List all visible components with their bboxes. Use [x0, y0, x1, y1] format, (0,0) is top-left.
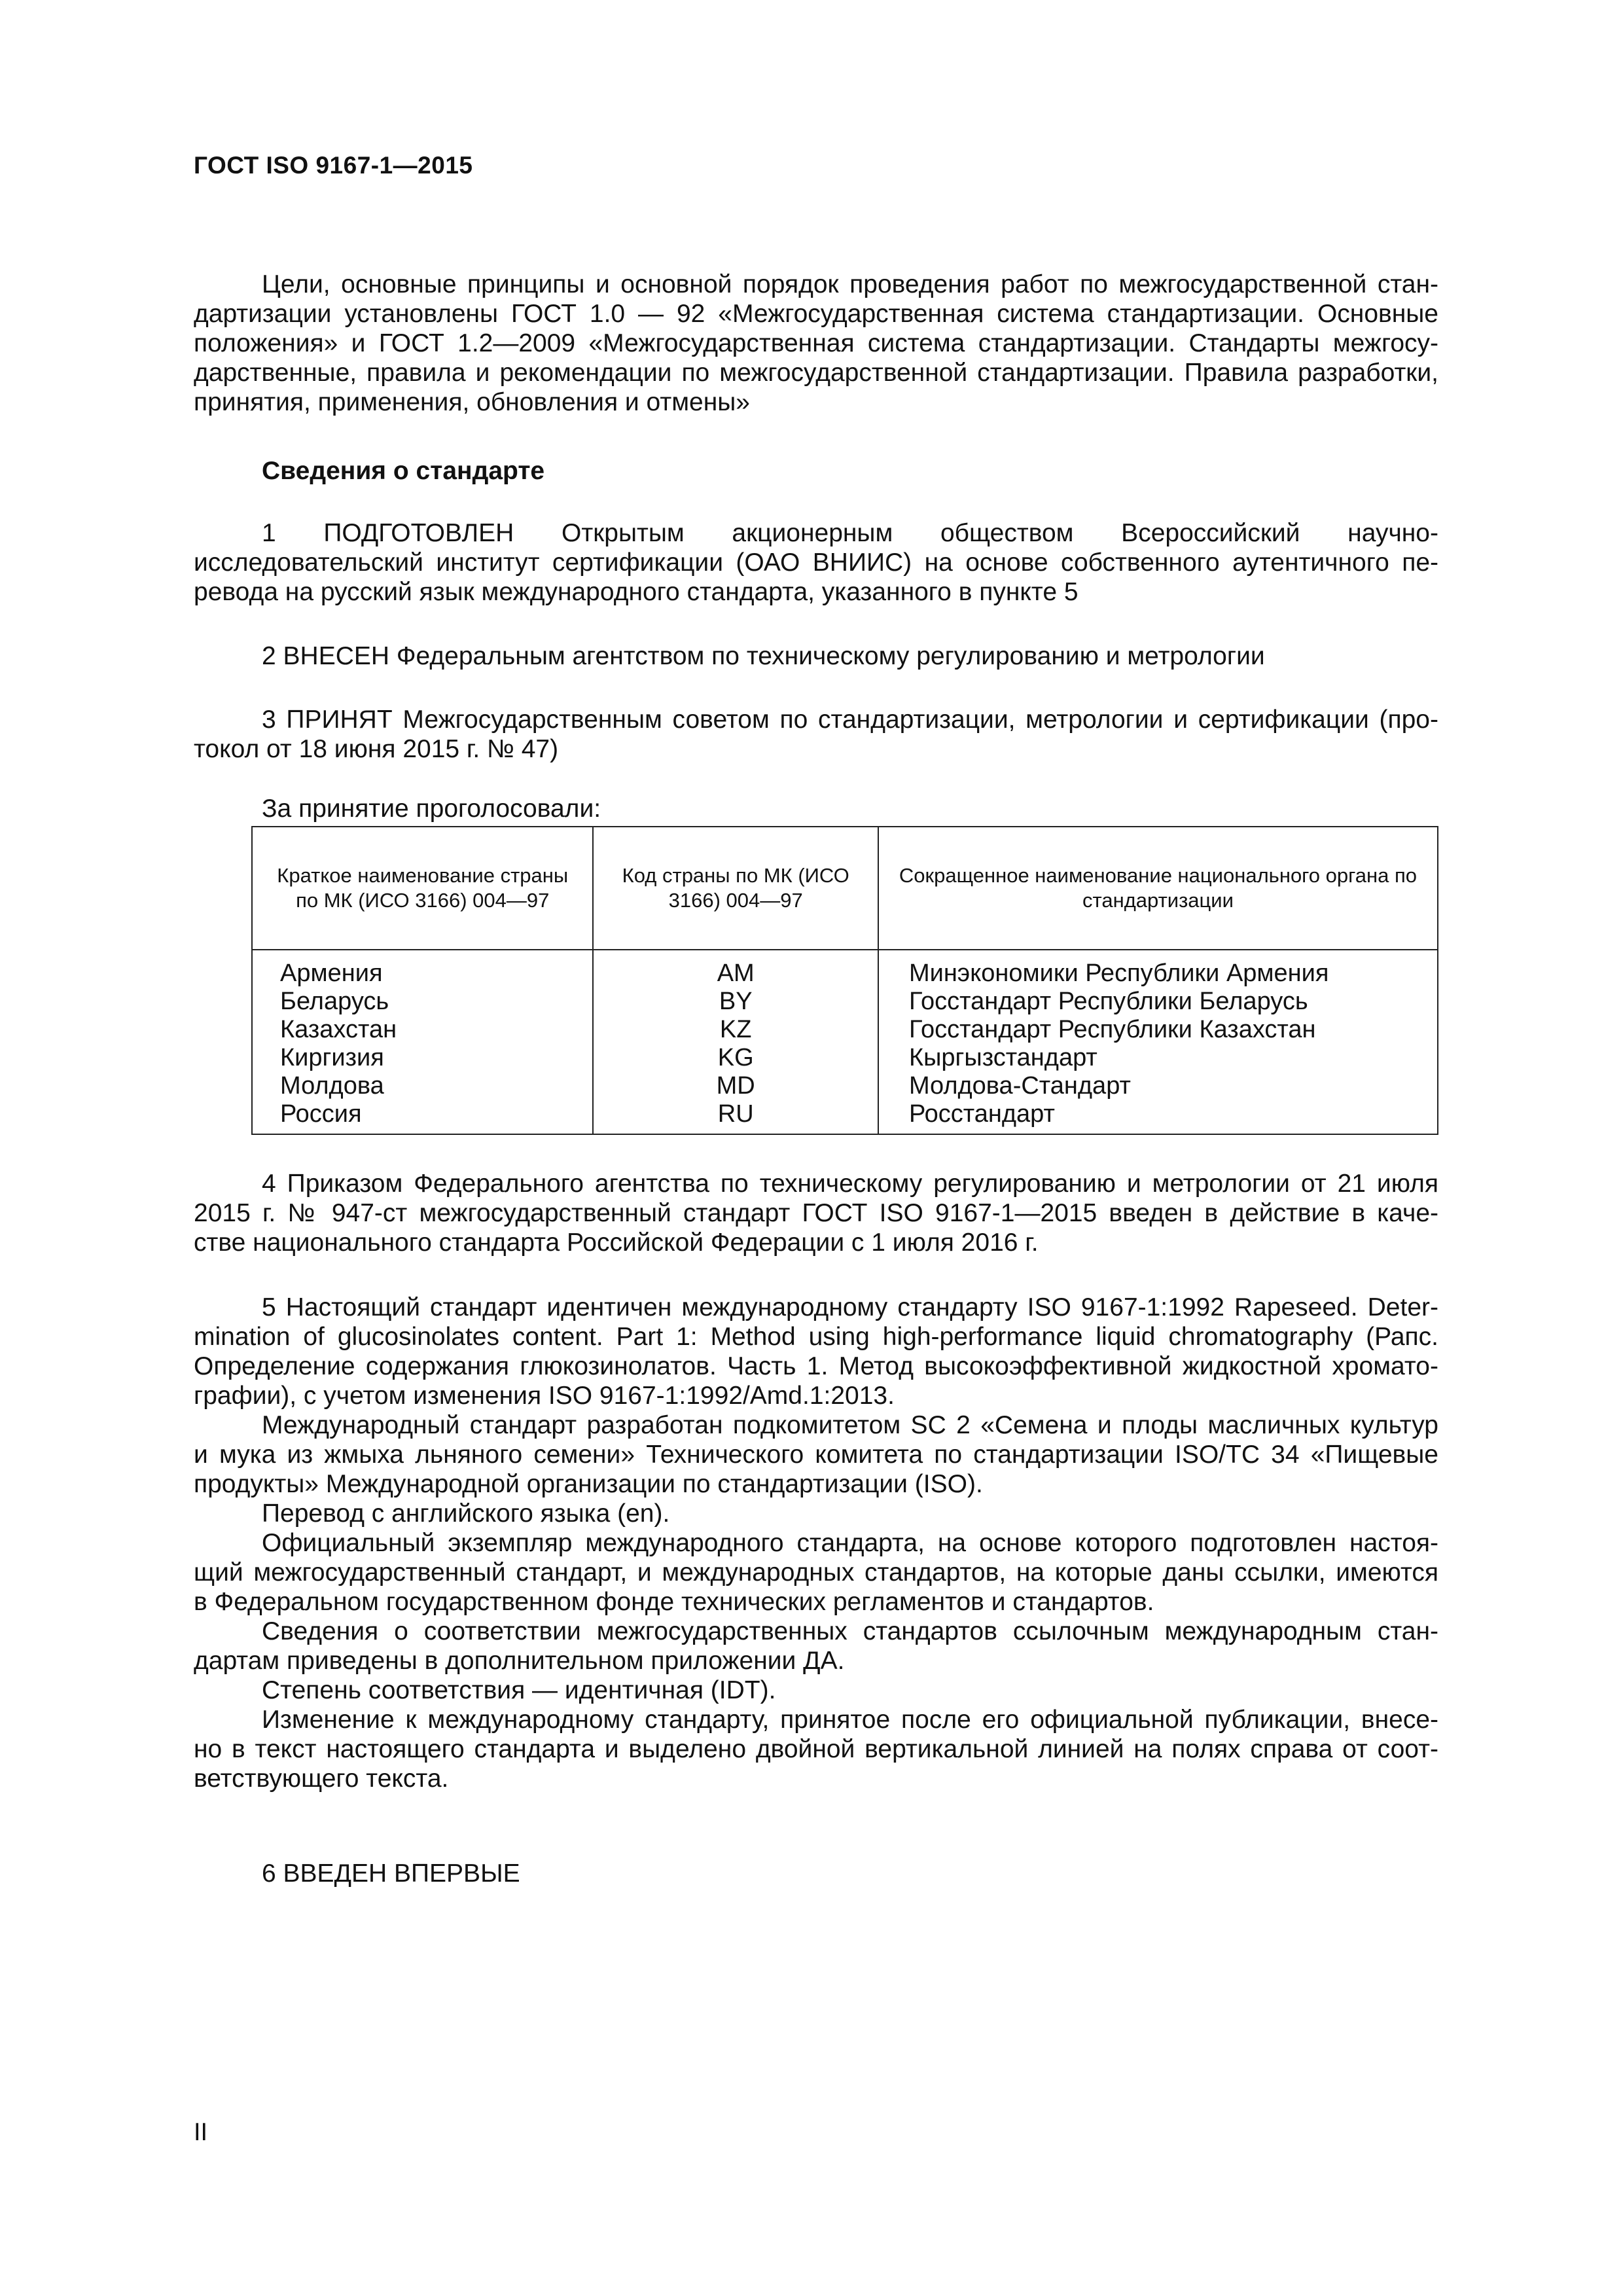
- item-4-line: стве национального стандарта Российской Федерации с 1 июля 2016 г.: [194, 1229, 1039, 1257]
- item-5-line: но в текст настоящего стандарта и выделено двойной вертикальной линией на полях справа от соот-: [194, 1735, 1438, 1763]
- table-cell: Госстандарт Республики Беларусь: [908, 988, 1308, 1015]
- table-cell: Беларусь: [280, 988, 389, 1015]
- item-5-line: Перевод с английского языка (en).: [262, 1499, 670, 1528]
- table-cell: KG: [717, 1044, 754, 1071]
- item-1-line: ревода на русский язык международного стандарта, указанного в пункте 5: [194, 578, 1079, 606]
- item-5-line: Официальный экземпляр международного стандарта, на основе которого подготовлен настоя-: [262, 1529, 1438, 1557]
- item-5-line: Определение содержания глюкозинолатов. Часть 1. Метод высокоэффективной жидкостной хромато-: [194, 1352, 1438, 1380]
- item-1-line: исследовательский институт сертификации (ОАО ВНИИС) на основе собственного аутентичного пе-: [194, 548, 1438, 577]
- column-header-body: Сокращенное наименование национального органа по стандартизации: [878, 827, 1438, 950]
- intro-line: дарственные, правила и рекомендации по межгосударственной стандартизации. Правила разработки,: [194, 359, 1438, 387]
- table-cell: Кыргызстандарт: [908, 1044, 1097, 1071]
- item-5-line: продукты» Международной организации по стандартизации (ISO).: [194, 1470, 983, 1498]
- item-2-paragraph: [194, 641, 1438, 671]
- table-cell: Молдова-Стандарт: [908, 1072, 1131, 1100]
- code-column: [593, 950, 878, 1134]
- table-cell: Киргизия: [280, 1044, 384, 1071]
- vote-lead-text: За принятие проголосовали:: [262, 795, 601, 823]
- intro-line: положения» и ГОСТ 1.2—2009 «Межгосударственная система стандартизации. Стандарты межгосу-: [194, 329, 1438, 357]
- item-3-line: токол от 18 июня 2015 г. № 47): [194, 735, 559, 763]
- item-3-line: 3 ПРИНЯТ Межгосударственным советом по стандартизации, метрологии и сертификации (про-: [262, 706, 1438, 734]
- intro-paragraph: [194, 270, 1438, 417]
- item-2-line: 2 ВНЕСЕН Федеральным агентством по техническому регулированию и метрологии: [262, 642, 1265, 670]
- item-5-line: и мука из жмыха льняного семени» Технического комитета по стандартизации ISO/TC 34 «Пищевые: [194, 1441, 1438, 1469]
- table-cell: RU: [717, 1100, 754, 1128]
- column-header-country: Краткое наименование страны по МК (ИСО 3166) 004—97: [252, 827, 593, 950]
- item-5-line: Сведения о соответствии межгосударственных стандартов ссылочным международным стан-: [262, 1617, 1438, 1645]
- item-4-paragraph: [194, 1169, 1438, 1257]
- item-5-line: mination of glucosinolates content. Part 1: Method using high-performance liquid chromatography (Рапс.: [194, 1323, 1438, 1351]
- item-5-line: дартам приведены в дополнительном приложении ДА.: [194, 1647, 845, 1675]
- table-cell: MD: [716, 1072, 755, 1100]
- item-4-line: 2015 г. № 947-ст межгосударственный стандарт ГОСТ ISO 9167-1—2015 введен в действие в каче-: [194, 1199, 1438, 1227]
- item-4-line: 4 Приказом Федерального агентства по техническому регулированию и метрологии от 21 июля: [262, 1170, 1438, 1198]
- table-cell: KZ: [719, 1016, 752, 1043]
- item-5-line: Международный стандарт разработан подкомитетом SC 2 «Семена и плоды масличных культур: [262, 1411, 1438, 1439]
- item-5-line: графии), с учетом изменения ISO 9167-1:1992/Amd.1:2013.: [194, 1382, 895, 1410]
- item-1-line: 1 ПОДГОТОВЛЕН Открытым акционерным обществом Всероссийский научно-: [262, 519, 1438, 547]
- voting-table: [251, 826, 1438, 1135]
- item-5-line: ветствующего текста.: [194, 1765, 449, 1793]
- item-3-paragraph: [194, 705, 1438, 764]
- item-5-paragraph: [194, 1293, 1438, 1793]
- item-5-line: в Федеральном государственном фонде технических регламентов и стандартов.: [194, 1588, 1154, 1616]
- table-cell: Армения: [280, 960, 383, 987]
- item-6-line: 6 ВВЕДЕН ВПЕРВЫЕ: [262, 1859, 520, 1888]
- country-column: [252, 950, 593, 1134]
- table-cell: Россия: [280, 1100, 362, 1128]
- page-number: II: [194, 2119, 208, 2146]
- table-cell: BY: [719, 988, 753, 1015]
- item-1-paragraph: [194, 518, 1438, 607]
- table-cell: Росстандарт: [908, 1100, 1055, 1128]
- column-header-code: Код страны по МК (ИСО 3166) 004—97: [593, 827, 878, 950]
- intro-line: дартизации установлены ГОСТ 1.0 — 92 «Межгосударственная система стандартизации. Основные: [194, 300, 1438, 328]
- item-5-line: Степень соответствия — идентичная (IDT).: [262, 1676, 776, 1704]
- intro-line: Цели, основные принципы и основной порядок проведения работ по межгосударственной стан-: [262, 270, 1438, 298]
- table-cell: Госстандарт Республики Казахстан: [908, 1016, 1316, 1043]
- table-cell: Минэкономики Республики Армения: [908, 960, 1329, 987]
- subheading-text: Сведения о стандарте: [262, 457, 545, 485]
- item-5-line: Изменение к международному стандарту, принятое после его официальной публикации, внесе-: [262, 1706, 1438, 1734]
- section-subheading: [194, 456, 1438, 486]
- item-5-line: 5 Настоящий стандарт идентичен международному стандарту ISO 9167-1:1992 Rapeseed. Deter-: [262, 1293, 1438, 1321]
- table-cell: AM: [717, 960, 755, 987]
- item-5-line: щий межгосударственный стандарт, и международных стандартов, на которые даны ссылки, имеются: [194, 1558, 1438, 1587]
- intro-line: принятия, применения, обновления и отмены»: [194, 388, 751, 416]
- table-cell: Казахстан: [280, 1016, 397, 1043]
- document-code: ГОСТ ISO 9167-1—2015: [194, 152, 473, 179]
- table-cell: Молдова: [280, 1072, 384, 1100]
- item-6-paragraph: [194, 1859, 1438, 1888]
- body-column: [878, 950, 1438, 1134]
